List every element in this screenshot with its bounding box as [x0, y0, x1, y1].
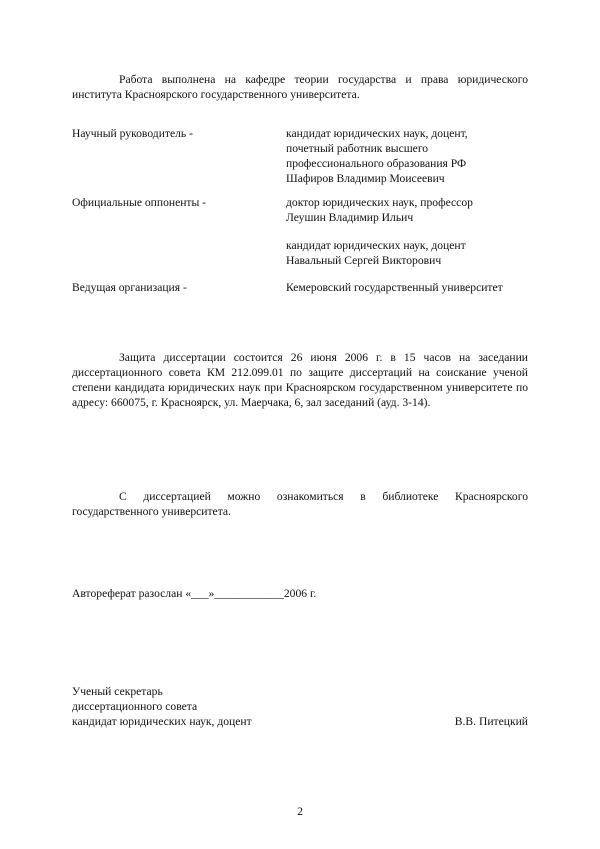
- secretary-title-line1: Ученый секретарь: [72, 685, 163, 698]
- defense-paragraph: [72, 350, 528, 410]
- opponent-second-name: Навальный Сергей Викторович: [286, 254, 442, 267]
- supervisor-line: кандидат юридических наук, доцент,: [286, 127, 468, 140]
- secretary-degree: кандидат юридических наук, доцент: [72, 715, 252, 728]
- supervisor-line: профессионального образования РФ: [286, 157, 467, 170]
- opponent-first-name: Леушин Владимир Ильич: [286, 211, 414, 224]
- opponent-first: [286, 195, 526, 225]
- lead-org-value: Кемеровский государственный университет: [286, 281, 503, 294]
- opponent-second-degree: кандидат юридических наук, доцент: [286, 239, 466, 252]
- supervisor-details: [286, 126, 526, 186]
- defense-text: Защита диссертации состоится 26 июня 2006 г. в 15 часов на заседании диссертационного совета КМ 212.099.01 по защите диссертаций на соискание ученой степени кандидата юридических наук при Красноярском государственном университете по адресу: 660075, г. Красноярск, ул. Маерчака, 6, зал заседаний (ауд. 3-14).: [72, 351, 528, 409]
- opponent-second: [286, 238, 526, 268]
- mailed-line: Автореферат разослан «___»____________2006 г.: [72, 587, 317, 600]
- supervisor-name: Шафиров Владимир Моисеевич: [286, 172, 445, 185]
- secretary-name: В.В. Питецкий: [454, 715, 528, 728]
- supervisor-label: Научный руководитель -: [72, 127, 193, 140]
- library-paragraph: [72, 489, 528, 519]
- supervisor-line: почетный работник высшего: [286, 142, 429, 155]
- opponent-first-degree: доктор юридических наук, профессор: [286, 196, 473, 209]
- opponents-label: Официальные оппоненты -: [72, 196, 207, 209]
- library-text: С диссертацией можно ознакомиться в библиотеке Красноярского государственного университета.: [72, 490, 528, 518]
- lead-org-label: Ведущая организация -: [72, 281, 187, 294]
- intro-text: Работа выполнена на кафедре теории государства и права юридического института Красноярского государственного университета.: [72, 73, 528, 101]
- secretary-title-line2: диссертационного совета: [72, 700, 198, 713]
- secretary-signature-row: [72, 714, 528, 729]
- page-number: 2: [297, 805, 303, 818]
- intro-paragraph: [72, 72, 528, 102]
